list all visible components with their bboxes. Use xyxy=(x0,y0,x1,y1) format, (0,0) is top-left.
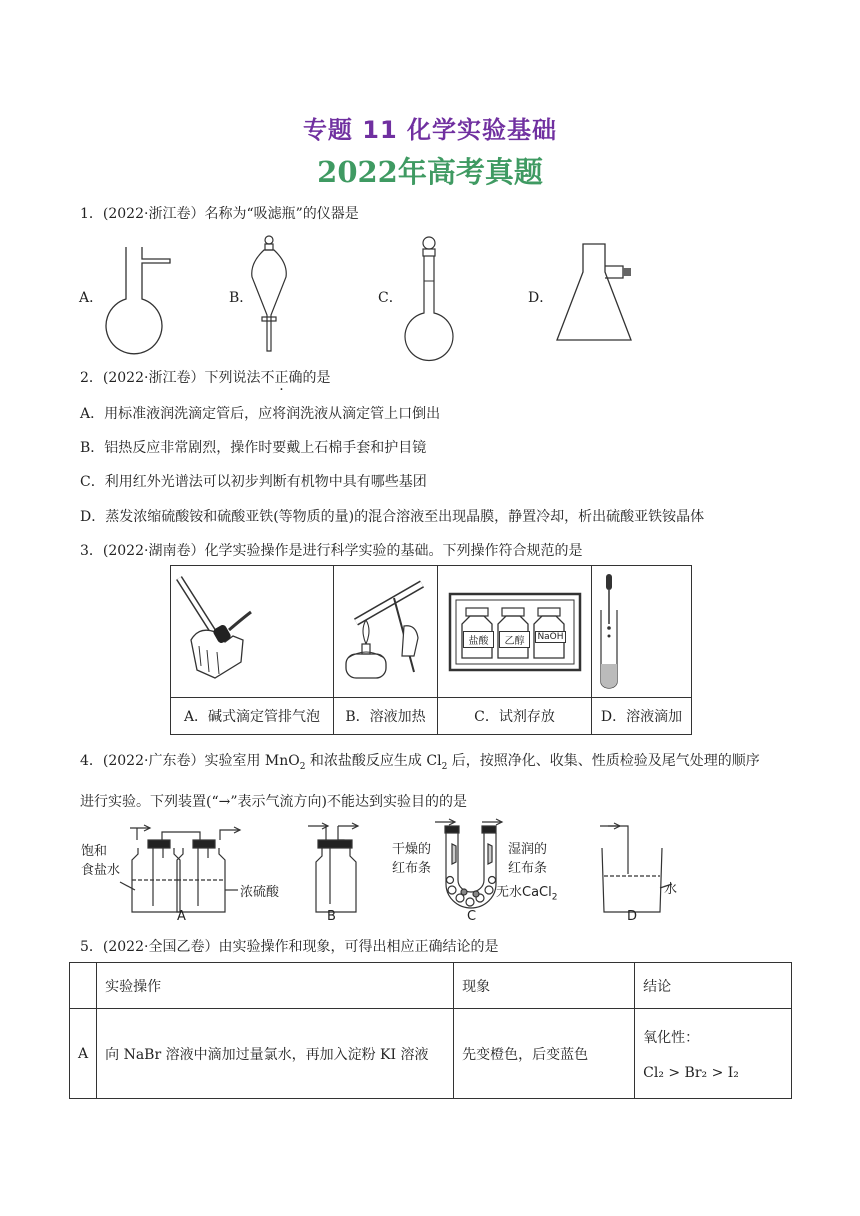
row-operation: 向 NaBr 溶液中滴加过量氯水，再加入淀粉 KI 溶液 xyxy=(97,1009,454,1099)
q3-image-c xyxy=(438,566,592,698)
q3-image-d xyxy=(592,566,692,698)
q3-caption-c: C．试剂存放 xyxy=(438,698,592,735)
q2-option-a: A．用标准液润洗滴定管后，应将润洗液从滴定管上口倒出 xyxy=(80,406,441,422)
label-conc-sulfuric: 浓硫酸 xyxy=(240,885,280,900)
page-title: 专题 11 化学实验基础 xyxy=(302,116,558,144)
q2-option-d: D．蒸发浓缩硫酸铵和硫酸亚铁(等物质的量)的混合溶液至出现晶膜，静置冷却，析出硫酸亚铁铵晶体 xyxy=(80,509,705,525)
label-water: 水 xyxy=(664,882,678,897)
apparatus-label-d: D xyxy=(627,909,638,924)
q2-option-c: C．利用红外光谱法可以初步判断有机物中具有哪些基团 xyxy=(80,474,427,490)
label-saturated-2: 食盐水 xyxy=(81,863,121,878)
q3-caption-d: D．溶液滴加 xyxy=(592,698,692,735)
header-cell-operation: 实验操作 xyxy=(97,963,454,1009)
row-conclusion xyxy=(635,1009,792,1099)
apparatus-label-c: C xyxy=(467,909,477,924)
q1-option-d-label: D． xyxy=(528,290,554,306)
page-subtitle: 2022年高考真题 xyxy=(317,155,543,189)
label-dry-1: 干燥的 xyxy=(392,842,432,857)
question-1-stem: 1．(2022·浙江卷）名称为“吸滤瓶”的仪器是 xyxy=(80,206,359,222)
row-label: A xyxy=(70,1009,97,1099)
dropper-test-tube-icon xyxy=(592,566,691,693)
q3-caption-b: B．溶液加热 xyxy=(334,698,438,735)
label-wet-2: 红布条 xyxy=(508,861,548,876)
apparatus-label-a: A xyxy=(177,909,186,924)
header-cell-phenomenon: 现象 xyxy=(454,963,635,1009)
label-saturated-1: 饱和 xyxy=(81,844,108,859)
q3-caption-a: A．碱式滴定管排气泡 xyxy=(171,698,334,735)
bottle-label-hcl: 盐酸 xyxy=(463,631,494,648)
bottle-label-ethanol: 乙醇 xyxy=(499,631,530,648)
test-tube-heating-icon xyxy=(334,566,437,693)
label-wet-1: 湿润的 xyxy=(508,842,548,857)
table-row xyxy=(70,1009,792,1099)
question-2-stem: 2．(2022·浙江卷）下列说法不正确的是 xyxy=(80,367,330,387)
volumetric-flask-icon xyxy=(400,235,460,357)
row-phenomenon: 先变橙色，后变蓝色 xyxy=(454,1009,635,1099)
question-3-stem: 3．(2022·湖南卷）化学实验操作是进行科学实验的基础。下列操作符合规范的是 xyxy=(80,543,583,559)
round-flask-with-side-arm-icon xyxy=(100,245,175,345)
q3-image-a xyxy=(171,566,334,698)
q5-table xyxy=(69,962,792,1099)
table-header-row xyxy=(70,963,792,1009)
q2-option-b: B．铝热反应非常剧烈，操作时要戴上石棉手套和护目镜 xyxy=(80,440,427,456)
suction-flask-icon xyxy=(553,242,643,344)
question-5-stem: 5．(2022·全国乙卷）由实验操作和现象，可得出相应正确结论的是 xyxy=(80,939,499,955)
q3-image-b xyxy=(334,566,438,698)
separatory-funnel-icon xyxy=(248,233,293,358)
q1-option-c-label: C． xyxy=(378,290,403,306)
header-cell-conclusion: 结论 xyxy=(635,963,792,1009)
q1-option-b-label: B． xyxy=(229,290,254,306)
apparatus-label-b: B xyxy=(327,909,336,924)
label-anhydrous-cacl2: 无水CaCl$_2$ xyxy=(496,885,558,903)
emphasis-text: 不正确 xyxy=(260,370,303,386)
q3-options-table xyxy=(170,565,692,735)
label-dry-2: 红布条 xyxy=(392,861,432,876)
bottle-label-naoh: NaOH xyxy=(535,631,566,643)
question-4-line-2: 进行实验。下列装置(“→”表示气流方向)不能达到实验目的的是 xyxy=(80,794,467,810)
burette-bubble-icon xyxy=(171,566,333,693)
question-4-line-1: 4．(2022·广东卷）实验室用 MnO$_2$ 和浓盐酸反应生成 $Cl_2$ 后，按照净化、收集、性质检验及尾气处理的顺序 xyxy=(80,753,760,772)
q1-option-a-label: A． xyxy=(79,290,104,306)
conclusion-formula: Cl₂ > Br₂ > I₂ xyxy=(643,1064,739,1081)
header-cell-blank xyxy=(70,963,97,1009)
conclusion-title: 氧化性： xyxy=(643,1029,700,1046)
